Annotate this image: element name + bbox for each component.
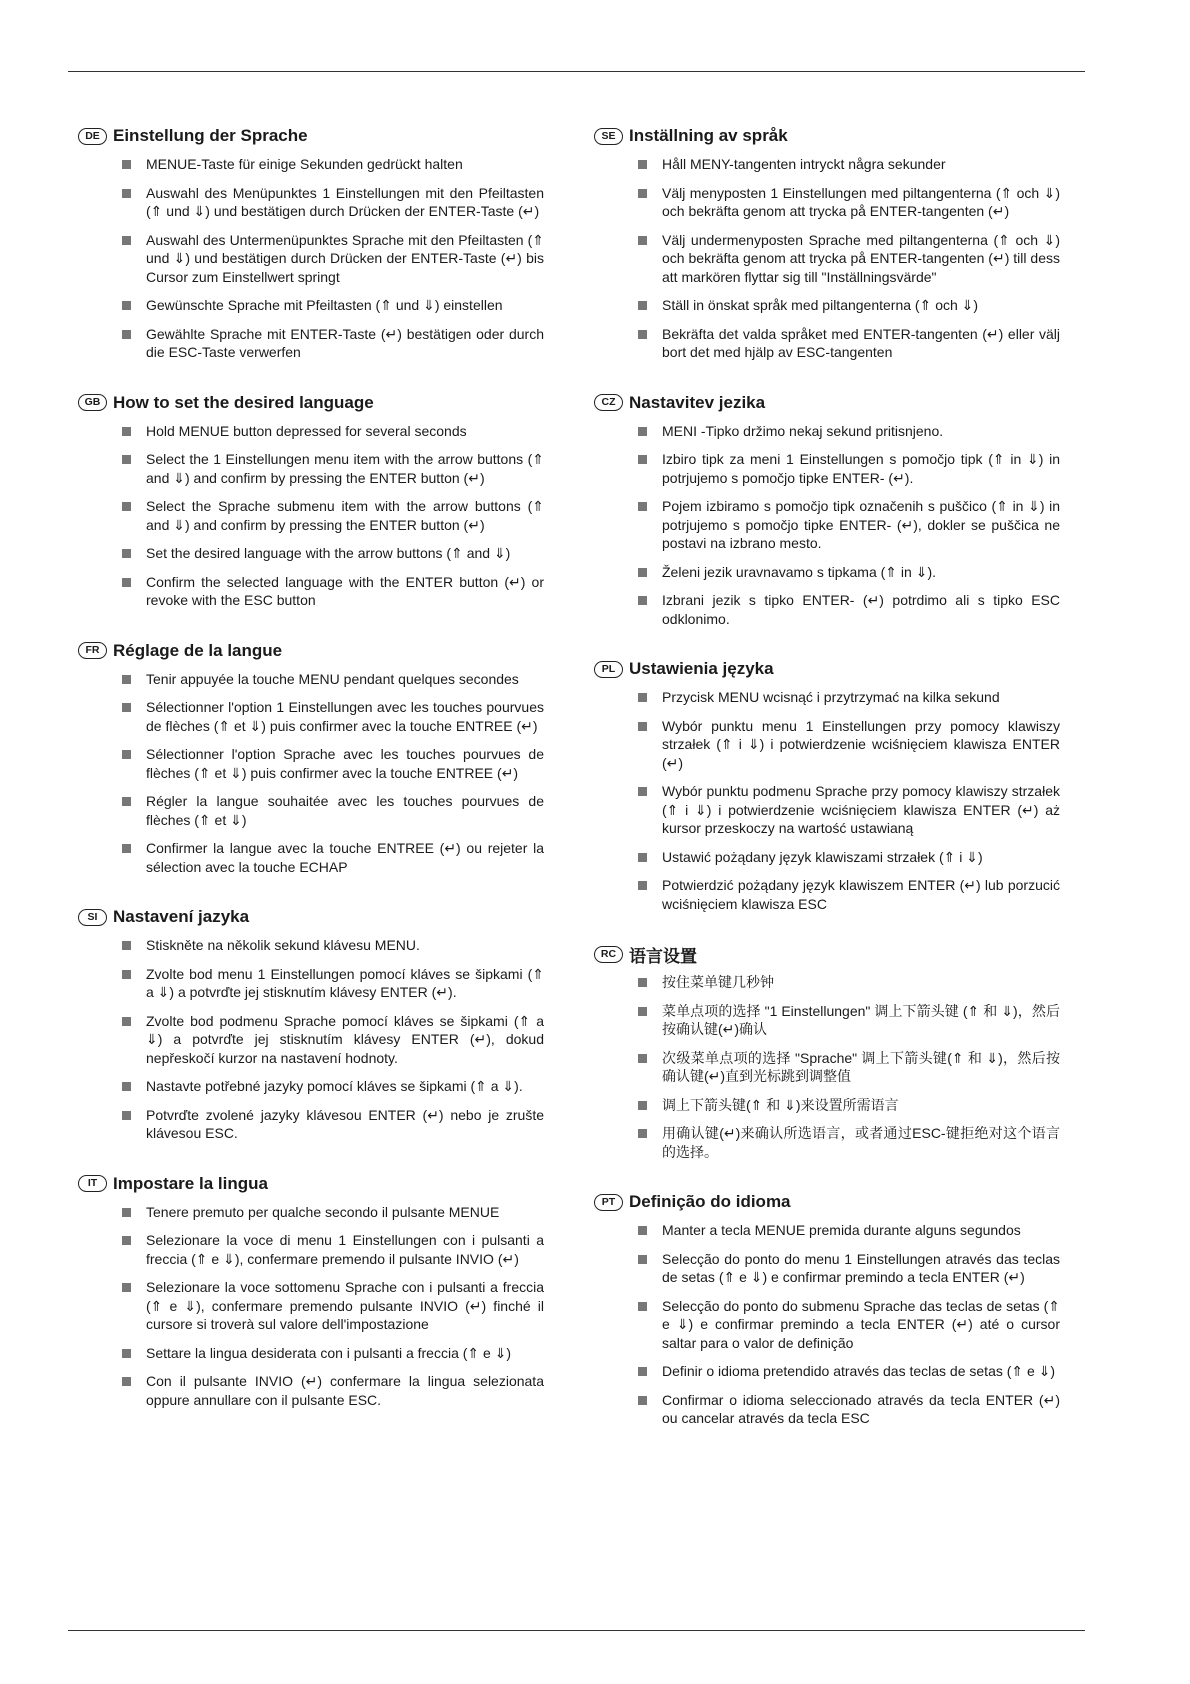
- instruction-text: Zvolte bod podmenu Sprache pomocí kláves se šipkami (⇑ a ⇓) a potvrďte jej stisknutím klávesy ENTER (↵), dokud nepřeskočí kurzor na nastavení hodnoty.: [146, 1012, 544, 1066]
- section-title: Nastavení jazyka: [113, 907, 250, 926]
- instruction-item: [594, 1124, 1072, 1161]
- square-bullet-icon: [638, 1101, 647, 1110]
- instruction-item: [78, 1278, 556, 1334]
- instruction-text: Confirm the selected language with the ENTER button (↵) or revoke with the ESC button: [146, 573, 544, 608]
- square-bullet-icon: [122, 160, 131, 169]
- square-bullet-icon: [122, 750, 131, 759]
- left-column: [78, 125, 556, 1419]
- instruction-list: [78, 1203, 556, 1410]
- instruction-item: [594, 1297, 1072, 1353]
- instruction-text: MENI -Tipko držimo nekaj sekund pritisnjeno.: [662, 422, 944, 439]
- instruction-list: [594, 688, 1072, 913]
- instruction-text: Ustawić pożądany język klawiszami strzałek (⇑ i ⇓): [662, 848, 983, 865]
- instruction-text: 菜单点项的选择 "1 Einstellungen" 调上下箭头键 (⇑ 和 ⇓)，然后按确认键(↵)确认: [662, 1002, 1060, 1037]
- instruction-item: [594, 296, 1072, 315]
- square-bullet-icon: [638, 1302, 647, 1311]
- language-section-pl: [594, 658, 1072, 913]
- instruction-item: [594, 450, 1072, 487]
- square-bullet-icon: [638, 427, 647, 436]
- instruction-item: [78, 965, 556, 1002]
- section-heading: [78, 640, 556, 662]
- section-title: Ustawienia języka: [629, 659, 774, 678]
- square-bullet-icon: [638, 502, 647, 511]
- instruction-item: [78, 325, 556, 362]
- language-section-cz: [594, 392, 1072, 629]
- instruction-item: [594, 591, 1072, 628]
- section-title: Einstellung der Sprache: [113, 126, 308, 145]
- instruction-item: [78, 792, 556, 829]
- instruction-item: [594, 1096, 1072, 1115]
- instruction-list: [594, 155, 1072, 362]
- language-code-badge: RC: [594, 946, 623, 963]
- instruction-text: Välj menyposten 1 Einstellungen med piltangenterna (⇑ och ⇓) och bekräfta genom att trycka på ENTER-tangenten (↵): [662, 184, 1060, 219]
- square-bullet-icon: [638, 1226, 647, 1235]
- section-spacer: [594, 372, 1072, 392]
- square-bullet-icon: [638, 722, 647, 731]
- square-bullet-icon: [122, 1111, 131, 1120]
- instruction-text: Auswahl des Menüpunktes 1 Einstellungen mit den Pfeiltasten (⇑ und ⇓) und bestätigen durch Drücken der ENTER-Taste (↵): [146, 184, 544, 219]
- instruction-text: Manter a tecla MENUE premida durante alguns segundos: [662, 1222, 1021, 1238]
- square-bullet-icon: [638, 1054, 647, 1063]
- instruction-item: [78, 422, 556, 441]
- instruction-item: [78, 1344, 556, 1363]
- language-section-gb: [78, 392, 556, 610]
- instruction-list: [78, 422, 556, 610]
- language-code-badge: PT: [594, 1194, 623, 1211]
- instruction-text: Selezionare la voce di menu 1 Einstellungen con i pulsanti a freccia (⇑ e ⇓), confermare premendo il pulsante INVIO (↵): [146, 1232, 544, 1267]
- instruction-item: [594, 184, 1072, 221]
- square-bullet-icon: [122, 703, 131, 712]
- square-bullet-icon: [638, 160, 647, 169]
- instruction-item: [594, 1362, 1072, 1381]
- instruction-list: [78, 670, 556, 877]
- instruction-item: [594, 688, 1072, 707]
- square-bullet-icon: [122, 675, 131, 684]
- instruction-text: 用确认键(↵)来确认所选语言，或者通过ESC-键拒绝对这个语言的选择。: [662, 1125, 1060, 1160]
- square-bullet-icon: [122, 330, 131, 339]
- instruction-item: [78, 544, 556, 563]
- instruction-text: Gewählte Sprache mit ENTER-Taste (↵) bestätigen oder durch die ESC-Taste verwerfen: [146, 325, 544, 360]
- instruction-text: Potvrďte zvolené jazyky klávesou ENTER (↵) nebo je zrušte klávesou ESC.: [146, 1106, 544, 1141]
- instruction-text: Tenir appuyée la touche MENU pendant quelques secondes: [146, 670, 519, 687]
- instruction-text: Definir o idioma pretendido através das teclas de setas (⇑ e ⇓): [662, 1363, 1056, 1379]
- instruction-item: [78, 1106, 556, 1143]
- instruction-text: 按住菜单键几秒钟: [662, 974, 774, 990]
- instruction-item: [594, 1221, 1072, 1240]
- square-bullet-icon: [122, 189, 131, 198]
- instruction-text: Wybór punktu menu 1 Einstellungen przy pomocy klawiszy strzałek (⇑ i ⇓) i potwierdzenie wciśnięciem klawisza ENTER (↵): [662, 717, 1060, 771]
- language-code-badge: PL: [594, 661, 623, 678]
- section-heading: [594, 125, 1072, 147]
- section-heading: [594, 943, 1072, 965]
- square-bullet-icon: [122, 797, 131, 806]
- square-bullet-icon: [122, 1349, 131, 1358]
- instruction-text: Tenere premuto per qualche secondo il pulsante MENUE: [146, 1203, 500, 1220]
- square-bullet-icon: [638, 853, 647, 862]
- instruction-item: [78, 670, 556, 689]
- square-bullet-icon: [638, 978, 647, 987]
- language-code-badge: CZ: [594, 394, 623, 411]
- instruction-text: Håll MENY-tangenten intryckt några sekunder: [662, 156, 946, 172]
- square-bullet-icon: [638, 596, 647, 605]
- instruction-item: [78, 231, 556, 287]
- instruction-list: [78, 936, 556, 1143]
- instruction-item: [594, 563, 1072, 582]
- language-section-rc: [594, 943, 1072, 1161]
- instruction-item: [594, 1250, 1072, 1287]
- section-heading: [78, 1173, 556, 1195]
- section-heading: [594, 1191, 1072, 1213]
- square-bullet-icon: [638, 568, 647, 577]
- language-section-si: [78, 906, 556, 1143]
- instruction-text: Confirmar o idioma seleccionado através da tecla ENTER (↵) ou cancelar através da tecla ESC: [662, 1391, 1060, 1426]
- square-bullet-icon: [122, 301, 131, 310]
- section-title: How to set the desired language: [113, 392, 374, 412]
- top-rule: [68, 71, 1085, 72]
- section-spacer: [594, 923, 1072, 943]
- instruction-text: Wybór punktu podmenu Sprache przy pomocy klawiszy strzałek (⇑ i ⇓) i potwierdzenie wciśnięciem klawisza ENTER (↵) aż kursor przeskoczy na wartość ustawianą: [662, 783, 1060, 836]
- square-bullet-icon: [638, 1129, 647, 1138]
- square-bullet-icon: [638, 1367, 647, 1376]
- square-bullet-icon: [122, 1082, 131, 1091]
- square-bullet-icon: [638, 236, 647, 245]
- section-spacer: [594, 1171, 1072, 1191]
- instruction-text: Selecção do ponto do menu 1 Einstellungen através das teclas de setas (⇑ e ⇓) e confirmar premindo a tecla ENTER (↵): [662, 1250, 1060, 1285]
- language-code-badge: SI: [78, 909, 107, 926]
- section-spacer: [78, 372, 556, 392]
- section-title: Réglage de la langue: [113, 640, 283, 660]
- instruction-text: Pojem izbiramo s pomočjo tipk označenih s puščico (⇑ in ⇓) in potrjujemo s pomočjo tipke ENTER- (↵), dokler se puščica ne postavi na izbrano mesto.: [662, 498, 1060, 551]
- instruction-item: [594, 782, 1072, 838]
- instruction-item: [594, 1002, 1072, 1039]
- instruction-item: [78, 450, 556, 487]
- instruction-item: [594, 876, 1072, 913]
- language-code-badge: SE: [594, 128, 623, 145]
- instruction-text: Selezionare la voce sottomenu Sprache con i pulsanti a freccia (⇑ e ⇓), confermare premendo pulsante INVIO (↵) finché il cursore si troverà sul valore dell'impostazione: [146, 1279, 544, 1332]
- bottom-rule: [68, 1630, 1085, 1631]
- instruction-text: Settare la lingua desiderata con i pulsanti a freccia (⇑ e ⇓): [146, 1344, 512, 1361]
- instruction-text: Selecção do ponto do submenu Sprache das teclas de setas (⇑ e ⇓) e confirmar premindo a tecla ENTER (↵) até o cursor saltar para o valor de definição: [662, 1297, 1060, 1351]
- square-bullet-icon: [638, 881, 647, 890]
- square-bullet-icon: [122, 236, 131, 245]
- instruction-list: [594, 422, 1072, 629]
- square-bullet-icon: [122, 427, 131, 436]
- instruction-text: Nastavte potřebné jazyky pomocí kláves se šipkami (⇑ a ⇓).: [146, 1078, 523, 1094]
- instruction-item: [594, 231, 1072, 287]
- instruction-text: Set the desired language with the arrow buttons (⇑ and ⇓): [146, 545, 511, 561]
- instruction-text: Bekräfta det valda språket med ENTER-tangenten (↵) eller välj bort det med hjälp av ESC-tangenten: [662, 325, 1060, 360]
- section-title: Impostare la lingua: [113, 1173, 268, 1193]
- square-bullet-icon: [122, 502, 131, 511]
- square-bullet-icon: [638, 330, 647, 339]
- section-heading: [78, 125, 556, 147]
- square-bullet-icon: [638, 301, 647, 310]
- instruction-item: [78, 698, 556, 735]
- square-bullet-icon: [122, 1377, 131, 1386]
- instruction-item: [78, 1012, 556, 1068]
- square-bullet-icon: [638, 693, 647, 702]
- square-bullet-icon: [638, 1007, 647, 1016]
- instruction-text: 次级菜单点项的选择 "Sprache" 调上下箭头键(⇑ 和 ⇓)，然后按确认键(↵)直到光标跳到调整值: [662, 1049, 1060, 1084]
- instruction-text: Gewünschte Sprache mit Pfeiltasten (⇑ und ⇓) einstellen: [146, 297, 503, 313]
- square-bullet-icon: [638, 189, 647, 198]
- instruction-text: Confirmer la langue avec la touche ENTREE (↵) ou rejeter la sélection avec la touche ECHAP: [146, 840, 544, 875]
- language-code-badge: GB: [78, 394, 107, 411]
- instruction-item: [594, 1049, 1072, 1086]
- section-heading: [78, 906, 556, 928]
- language-code-badge: DE: [78, 128, 107, 145]
- instruction-item: [78, 839, 556, 876]
- section-title: Nastavitev jezika: [629, 392, 766, 412]
- square-bullet-icon: [122, 941, 131, 950]
- instruction-text: Želeni jezik uravnavamo s tipkama (⇑ in ⇓).: [662, 563, 936, 580]
- language-section-it: [78, 1173, 556, 1410]
- instruction-text: Ställ in önskat språk med piltangenterna (⇑ och ⇓): [662, 297, 979, 313]
- instruction-text: Potwierdzić pożądany język klawiszem ENTER (↵) lub porzucić wciśnięciem klawisza ESC: [662, 877, 1060, 912]
- instruction-text: Régler la langue souhaitée avec les touches pourvues de flèches (⇑ et ⇓): [146, 793, 544, 828]
- instruction-item: [594, 497, 1072, 553]
- instruction-text: Con il pulsante INVIO (↵) confermare la lingua selezionata oppure annullare con il pulsante ESC.: [146, 1373, 544, 1408]
- language-section-fr: [78, 640, 556, 877]
- square-bullet-icon: [122, 970, 131, 979]
- section-spacer: [78, 620, 556, 640]
- instruction-item: [78, 936, 556, 955]
- section-title: Inställning av språk: [629, 126, 788, 145]
- instruction-text: Välj undermenyposten Sprache med piltangenterna (⇑ och ⇓) och bekräfta genom att trycka på ENTER-tangenten (↵) till dess att markören flyttar sig till "Inställningsvärde": [662, 231, 1060, 285]
- language-section-de: [78, 125, 556, 362]
- language-section-se: [594, 125, 1072, 362]
- instruction-text: Select the Sprache submenu item with the arrow buttons (⇑ and ⇓) and confirm by pressing the ENTER button (↵): [146, 498, 544, 533]
- instruction-item: [594, 422, 1072, 441]
- square-bullet-icon: [638, 787, 647, 796]
- instruction-item: [78, 1231, 556, 1268]
- instruction-list: [594, 1221, 1072, 1428]
- square-bullet-icon: [122, 549, 131, 558]
- square-bullet-icon: [638, 1396, 647, 1405]
- instruction-item: [78, 573, 556, 610]
- square-bullet-icon: [122, 1208, 131, 1217]
- instruction-item: [78, 497, 556, 534]
- square-bullet-icon: [122, 844, 131, 853]
- instruction-item: [78, 184, 556, 221]
- language-code-badge: FR: [78, 642, 107, 659]
- section-title: Definição do idioma: [629, 1192, 791, 1211]
- instruction-item: [594, 155, 1072, 174]
- instruction-text: Hold MENUE button depressed for several seconds: [146, 422, 467, 439]
- instruction-item: [594, 848, 1072, 867]
- section-heading: [594, 658, 1072, 680]
- instruction-text: Zvolte bod menu 1 Einstellungen pomocí kláves se šipkami (⇑ a ⇓) a potvrďte jej stisknutím klávesy ENTER (↵).: [146, 965, 544, 1000]
- instruction-text: 调上下箭头键(⇑ 和 ⇓)来设置所需语言: [662, 1096, 899, 1113]
- instruction-item: [594, 1391, 1072, 1428]
- section-spacer: [78, 886, 556, 906]
- language-code-badge: IT: [78, 1175, 107, 1192]
- right-column: [594, 125, 1072, 1438]
- instruction-list: [78, 155, 556, 362]
- section-heading: [78, 392, 556, 414]
- instruction-text: Sélectionner l'option 1 Einstellungen avec les touches pourvues de flèches (⇑ et ⇓) puis confirmer avec la touche ENTREE (↵): [146, 699, 544, 734]
- instruction-item: [78, 155, 556, 174]
- instruction-item: [78, 1372, 556, 1409]
- instruction-item: [594, 325, 1072, 362]
- square-bullet-icon: [122, 1236, 131, 1245]
- square-bullet-icon: [122, 455, 131, 464]
- instruction-text: Sélectionner l'option Sprache avec les touches pourvues de flèches (⇑ et ⇓) puis confirmer avec la touche ENTREE (↵): [146, 746, 544, 781]
- instruction-text: Przycisk MENU wcisnąć i przytrzymać na kilka sekund: [662, 689, 1000, 705]
- square-bullet-icon: [638, 1255, 647, 1264]
- instruction-item: [78, 1077, 556, 1096]
- language-section-pt: [594, 1191, 1072, 1428]
- square-bullet-icon: [122, 1283, 131, 1292]
- instruction-item: [78, 296, 556, 315]
- square-bullet-icon: [122, 578, 131, 587]
- instruction-list: [594, 973, 1072, 1161]
- instruction-item: [78, 745, 556, 782]
- instruction-text: Stiskněte na několik sekund klávesu MENU.: [146, 937, 420, 953]
- section-spacer: [78, 1153, 556, 1173]
- instruction-text: Izbrani jezik s tipko ENTER- (↵) potrdimo ali s tipko ESC odklonimo.: [662, 592, 1060, 627]
- instruction-item: [594, 717, 1072, 773]
- square-bullet-icon: [638, 455, 647, 464]
- section-title: 语言设置: [629, 946, 697, 966]
- instruction-text: Auswahl des Untermenüpunktes Sprache mit den Pfeiltasten (⇑ und ⇓) und bestätigen durch Drücken der ENTER-Taste (↵) bis Cursor zum Einstellwert springt: [146, 231, 544, 285]
- instruction-text: Select the 1 Einstellungen menu item with the arrow buttons (⇑ and ⇓) and confirm by pressing the ENTER button (↵): [146, 451, 544, 486]
- section-heading: [594, 392, 1072, 414]
- instruction-item: [594, 973, 1072, 992]
- instruction-item: [78, 1203, 556, 1222]
- instruction-text: MENUE-Taste für einige Sekunden gedrückt halten: [146, 156, 463, 172]
- square-bullet-icon: [122, 1017, 131, 1026]
- instruction-text: Izbiro tipk za meni 1 Einstellungen s pomočjo tipk (⇑ in ⇓) in potrjujemo s pomočjo tipke ENTER- (↵).: [662, 451, 1060, 486]
- section-spacer: [594, 638, 1072, 658]
